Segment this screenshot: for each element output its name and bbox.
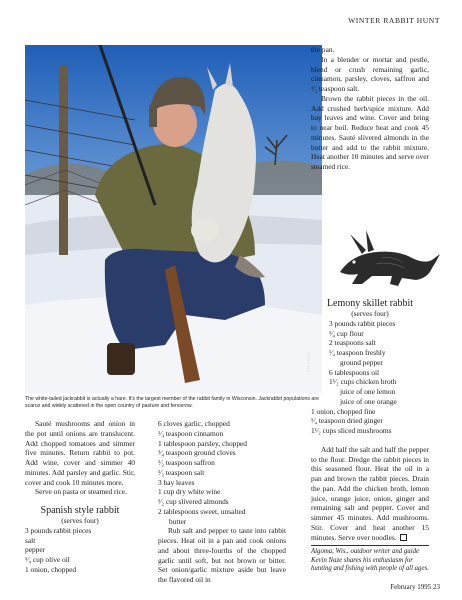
recipe-title: Spanish style rabbit [40, 505, 120, 516]
divider [311, 545, 429, 546]
column-1 [25, 419, 135, 575]
ingredient: ¹⁄₄ teaspoon cinnamon [158, 428, 224, 438]
ingredient: ¹⁄₄ cup flour [329, 328, 364, 338]
ingredient-list [311, 407, 429, 436]
end-mark [400, 534, 407, 541]
ingredient: 1 onion, chopped [25, 564, 77, 574]
recipe-serves: (serves four) [61, 516, 99, 525]
ingredient: 6 cloves garlic, chopped [158, 419, 230, 428]
column-3 [311, 45, 429, 172]
recipe-serves: (serves four) [351, 309, 389, 318]
running-header: WINTER RABBIT HUNT [348, 16, 440, 25]
column-2 [158, 419, 286, 585]
ingredient: 3 pounds rabbit pieces [25, 525, 92, 535]
ingredient-continued: juice of one lemon [340, 387, 396, 396]
photo-credit: DAN PEACE [307, 351, 311, 372]
ingredient-continued: butter [169, 516, 187, 526]
hunter-photo [25, 45, 322, 393]
hunter-with-jackrabbit-image [25, 45, 322, 393]
ingredient: 1 cup dry white wine [158, 487, 221, 497]
ingredient: ¹⁄₂ teaspoon salt [158, 467, 205, 477]
method-text: Add half the salt and half the pepper to the flour. Dredge the rabbit pieces in this seasoned flour. Heat the oil in a pan and brown the rabbit pieces. Drain the pan. Add the chicken broth, lemon juice, orange juice, onion, ginger and remaining salt and pepper. Cover and simmer 45 minutes. Add mushrooms. Stir. Cover and heat another 15 minutes. Serve over noodles. [311, 444, 429, 542]
ingredient: ¹⁄₄ teaspoon freshly [329, 348, 386, 357]
ingredient: ¹⁄₄ cup olive oil [25, 555, 70, 564]
ingredient: ¹⁄₄ teaspoon dried ginger [311, 416, 383, 426]
ingredient: 1¹⁄₂ cups chicken broth [329, 377, 397, 387]
body-paragraph: Brown the rabbit pieces in the oil. Add crushed herb/spice mixture. Add bay leaves and wine. Cover and bring to near boil. Reduce heat and cook 45 minutes. Sauté slivered almonds in the butter and add to the rabbit mixture. Heat another 10 minutes and serve over steamed rice. [311, 93, 429, 171]
ingredient: 1¹⁄₂ cups sliced mushrooms [311, 426, 392, 435]
body-paragraph: In a blender or mortar and pestle, blend or crush remaining garlic, cinnamon, parsley, cloves, saffron and ¹⁄₂ teaspoon salt. [311, 54, 429, 93]
ingredient: 2 teaspoons salt [329, 338, 376, 348]
page-folio: February 1995 23 [390, 583, 440, 591]
ingredient: ¹⁄₂ cup slivered almonds [158, 497, 229, 506]
column-4 [311, 298, 429, 574]
photo-caption: The white-tailed jackrabbit is actually a hare. It's the largest member of the rabbit family in Wisconsin. Jackrabbit populations are scarce and widely scattered in the open country of pasture and fencerow. [25, 396, 319, 409]
body-paragraph [311, 445, 429, 543]
ingredient: pepper [25, 545, 46, 555]
ingredient-list [158, 419, 286, 526]
ingredient-continued: ground pepper [340, 357, 383, 367]
ingredient: 1 onion, chopped fine [311, 406, 376, 416]
ingredient: 3 bay leaves [158, 477, 195, 487]
body-paragraph: Sauté mushrooms and onion in the pot until onions are translucent. Add chopped tomatoes and simmer five minutes. Return rabbit to pot. Add wine, cover and simmer 40 minutes. Add parsley and garlic. Stir, cover and cook 10 minutes more. [25, 419, 135, 487]
ingredient: 6 tablespoons oil [329, 367, 380, 377]
ingredient: ¹⁄₄ teaspoon ground cloves [158, 448, 236, 458]
body-paragraph: the pan. [311, 45, 335, 54]
ingredient: salt [25, 535, 36, 545]
body-paragraph: Serve on pasta or steamed rice. [35, 487, 127, 497]
ingredient: ¹⁄₂ teaspoon saffron [158, 458, 215, 467]
body-paragraph: Rub salt and pepper to taste into rabbit pieces. Heat oil in a pan and cook onions and about three-fourths of the chopped garlic until soft, but not brown or bitter. Set onion/garlic mixture aside but leave the flavored oil in [158, 526, 286, 584]
running-rabbit-illustration [332, 228, 446, 288]
ingredient: 1 tablespoon parsley, chopped [158, 438, 248, 448]
ingredient-list [25, 526, 135, 575]
ingredient-list [311, 319, 429, 407]
ingredient-continued: juice of one orange [340, 396, 397, 406]
ingredient: 2 tablespoons sweet, unsalted [158, 506, 246, 516]
ingredient: 3 pounds rabbit pieces [329, 318, 396, 328]
recipe-title: Lemony skillet rabbit [326, 298, 414, 309]
author-bio: Algoma, Wis., outdoor writer and guide Kevin Naze shares his enthusiasm for hunting and fishing with people of all ages. [311, 548, 429, 573]
